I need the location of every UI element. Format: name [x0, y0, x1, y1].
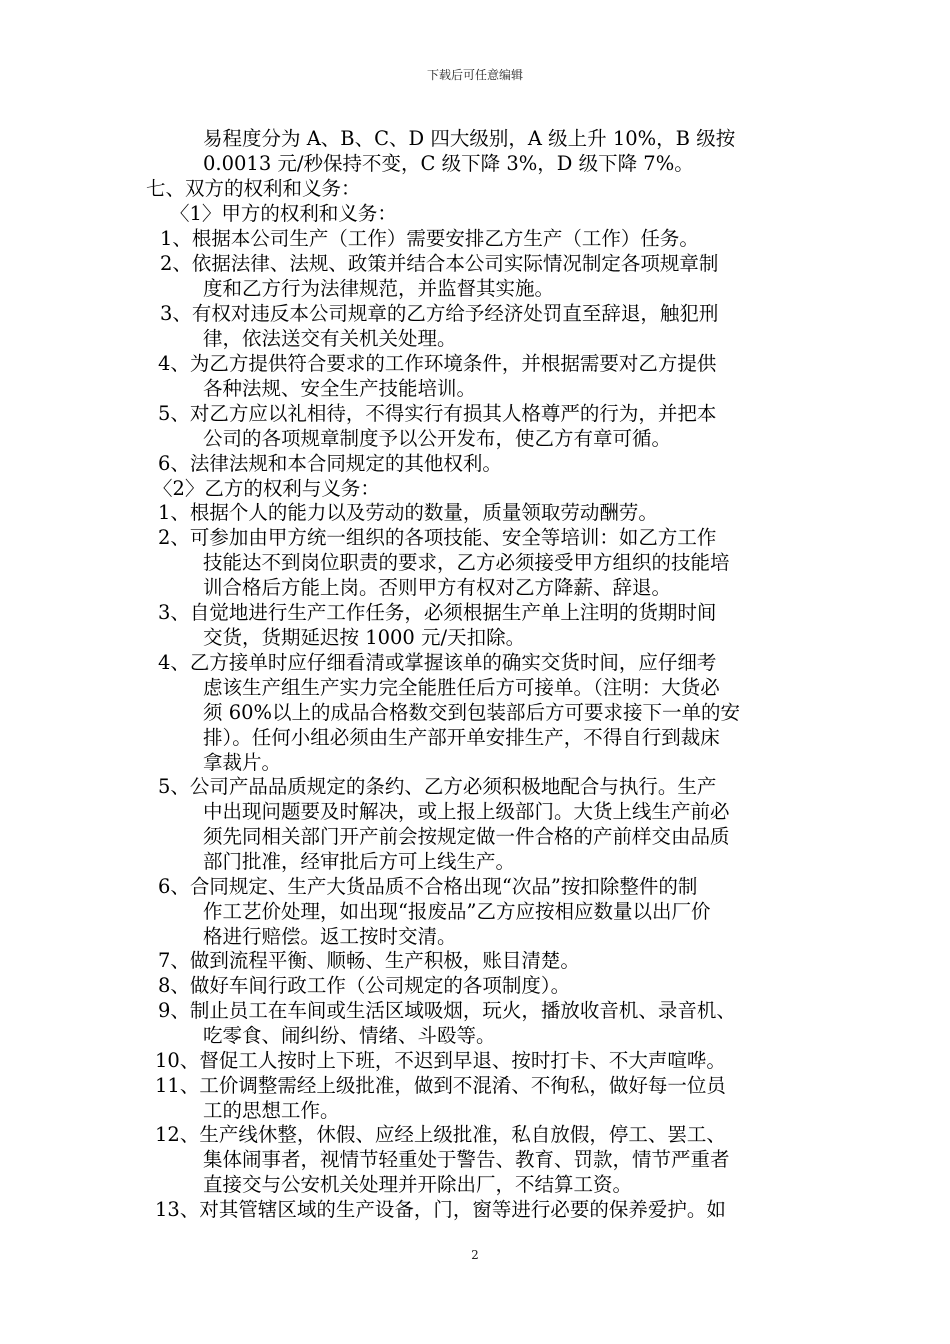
- list-item: 4、乙方接单时应仔细看清或掌握该单的确实交货时间，应仔细考: [158, 651, 717, 674]
- text-line: 0.0013 元/秒保持不变，C 级下降 3%，D 级下降 7%。: [203, 152, 694, 175]
- text-line: 排）。任何小组必须由生产部开单安排生产，不得自行到裁床: [203, 726, 720, 749]
- text-line: 直接交与公安机关处理并开除出厂，不结算工资。: [203, 1173, 633, 1196]
- text-line: 须先同相关部门开产前会按规定做一件合格的产前样交由品质: [203, 825, 730, 848]
- text-line: 拿裁片。: [203, 751, 282, 774]
- list-item: 9、制止员工在车间或生活区域吸烟，玩火，播放收音机、录音机、: [158, 999, 736, 1022]
- text-line: 各种法规、安全生产技能培训。: [203, 377, 477, 400]
- subsection-heading: 〈2〉乙方的权利与义务：: [153, 477, 380, 500]
- list-item: 6、合同规定、生产大货品质不合格出现“次品”按扣除整件的制: [158, 875, 698, 898]
- text-line: 作工艺价处理，如出现“报废品”乙方应按相应数量以出厂价: [203, 900, 711, 923]
- text-line: 吃零食、闹纠纷、情绪、斗殴等。: [203, 1024, 496, 1047]
- list-item: 1、根据本公司生产（工作）需要安排乙方生产（工作）任务。: [160, 227, 699, 250]
- text-line: 集体闹事者，视情节轻重处于警告、教育、罚款，情节严重者: [203, 1148, 730, 1171]
- list-item: 12、生产线休整，休假、应经上级批准，私自放假，停工、罢工、: [155, 1123, 726, 1146]
- subsection-heading: 〈1〉甲方的权利和义务：: [170, 202, 397, 225]
- list-item: 1、根据个人的能力以及劳动的数量，质量领取劳动酬劳。: [158, 501, 658, 524]
- text-line: 工的思想工作。: [203, 1099, 340, 1122]
- list-item: 5、公司产品品质规定的条约、乙方必须积极地配合与执行。生产: [158, 775, 717, 798]
- text-line: 易程度分为 A、B、C、D 四大级别，A 级上升 10%，B 级按: [203, 127, 736, 150]
- list-item: 3、自觉地进行生产工作任务，必须根据生产单上注明的货期时间: [158, 601, 717, 624]
- list-item: 3、有权对违反本公司规章的乙方给予经济处罚直至辞退，触犯刑: [160, 302, 719, 325]
- text-line: 交货，货期延迟按 1000 元/天扣除。: [203, 626, 526, 649]
- list-item: 4、为乙方提供符合要求的工作环境条件，并根据需要对乙方提供: [158, 352, 717, 375]
- page-number: 2: [471, 1248, 479, 1262]
- list-item: 10、督促工人按时上下班，不迟到早退、按时打卡、不大声喧哗。: [155, 1049, 726, 1072]
- text-line: 度和乙方行为法律规范，并监督其实施。: [203, 277, 555, 300]
- list-item: 2、依据法律、法规、政策并结合本公司实际情况制定各项规章制: [160, 252, 719, 275]
- text-line: 中出现问题要及时解决，或上报上级部门。大货上线生产前必: [203, 800, 730, 823]
- list-item: 8、做好车间行政工作（公司规定的各项制度）。: [158, 974, 571, 997]
- section-heading: 七、双方的权利和义务：: [146, 177, 361, 200]
- text-line: 技能达不到岗位职责的要求，乙方必须接受甲方组织的技能培: [203, 551, 730, 574]
- list-item: 6、法律法规和本合同规定的其他权利。: [158, 452, 502, 475]
- text-line: 律，依法送交有关机关处理。: [203, 327, 457, 350]
- list-item: 7、做到流程平衡、顺畅、生产积极，账目清楚。: [158, 949, 580, 972]
- list-item: 11、工价调整需经上级批准，做到不混淆、不徇私，做好每一位员: [155, 1074, 726, 1097]
- page-header: 下载后可任意编辑: [426, 68, 523, 82]
- text-line: 部门批准，经审批后方可上线生产。: [203, 850, 516, 873]
- list-item: 13、对其管辖区域的生产设备，门，窗等进行必要的保养爱护。如: [155, 1198, 726, 1221]
- text-line: 格进行赔偿。返工按时交清。: [203, 925, 457, 948]
- text-line: 公司的各项规章制度予以公开发布，使乙方有章可循。: [203, 427, 672, 450]
- text-line: 须 60%以上的成品合格数交到包装部后方可要求接下一单的安: [203, 701, 741, 724]
- text-line: 虑该生产组生产实力完全能胜任后方可接单。（注明：大货必: [203, 676, 720, 699]
- list-item: 2、可参加由甲方统一组织的各项技能、安全等培训：如乙方工作: [158, 526, 717, 549]
- list-item: 5、对乙方应以礼相待，不得实行有损其人格尊严的行为，并把本: [158, 402, 717, 425]
- text-line: 训合格后方能上岗。否则甲方有权对乙方降薪、辞退。: [203, 576, 672, 599]
